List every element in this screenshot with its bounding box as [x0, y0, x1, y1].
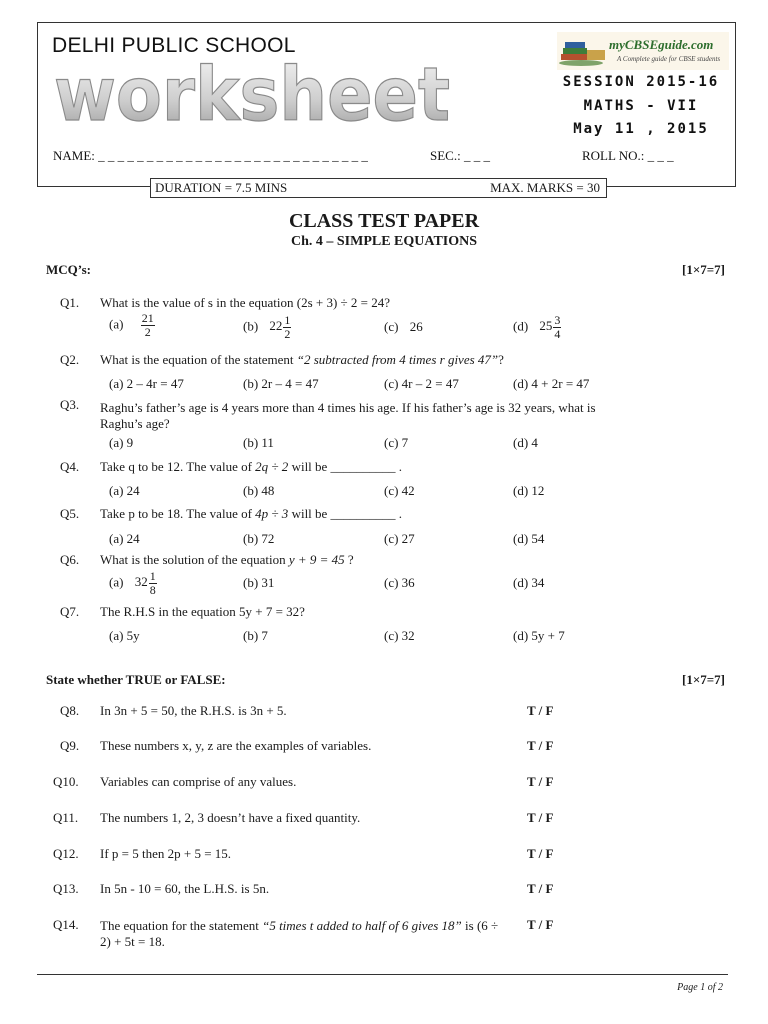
whole-number: 32 [134, 574, 148, 590]
mcq-marks: [1×7=7] [682, 262, 725, 277]
question-number: Q3. [60, 397, 80, 412]
question-number: Q12. [53, 846, 79, 861]
question-text [100, 918, 500, 950]
option-b: (b) 31 [243, 575, 275, 590]
question-number: Q6. [60, 552, 80, 567]
text-emphasis: “5 times t added to half of 6 gives 18” [262, 918, 462, 933]
true-false-answer: T / F [527, 810, 554, 825]
option-a: (a) 24 [109, 531, 140, 546]
text-part: The equation for the statement [100, 918, 263, 933]
true-false-answer: T / F [527, 738, 554, 753]
option-c: (c) 7 [384, 435, 409, 450]
option-a: (a) 9 [109, 435, 134, 450]
footer-divider [37, 974, 728, 975]
numerator: 21 [141, 311, 154, 325]
whole-number: 25 [539, 318, 553, 334]
fraction [553, 314, 561, 341]
question-number: Q8. [60, 703, 80, 718]
numerator: 1 [284, 313, 291, 327]
text-emphasis: “2 subtracted from 4 times r gives 47” [296, 352, 499, 367]
question-text: Raghu’s father’s age is 4 years more than 4 times his age. If his father’s age is 32 years, what is Raghu’s age? [100, 400, 596, 431]
option-a: (a) 5y [109, 628, 140, 643]
option-b: (b) 2r – 4 = 47 [243, 376, 319, 391]
mcq-heading: MCQ’s: [46, 262, 92, 277]
session-label: SESSION 2015-16 [562, 74, 720, 90]
true-false-marks: [1×7=7] [682, 672, 725, 687]
option-d: (d) 5y + 7 [513, 628, 565, 643]
question-number: Q5. [60, 506, 80, 521]
question-number: Q10. [53, 774, 79, 789]
option-d: (d) 4 + 2r = 47 [513, 376, 590, 391]
text-part: Take p to be 18. The value of [100, 506, 256, 521]
true-false-answer: T / F [527, 774, 554, 789]
option-b: (b) 7 [243, 628, 268, 643]
true-false-answer: T / F [527, 846, 554, 861]
text-part: will be __________ . [288, 459, 403, 474]
text-part: What is the equation of the statement [100, 352, 297, 367]
max-marks-label: MAX. MARKS = 30 [490, 180, 600, 195]
question-text [100, 506, 480, 522]
logo-tagline: A Complete guide for CBSE students [617, 55, 721, 63]
question-text [100, 352, 620, 368]
wordmark-text: worksheet [54, 58, 450, 130]
text-part: Take q to be 12. The value of [100, 459, 256, 474]
option-c: (c) 42 [384, 483, 415, 498]
numerator: 3 [554, 313, 561, 327]
denominator: 8 [149, 583, 156, 597]
question-number: Q13. [53, 881, 79, 896]
question-number: Q7. [60, 604, 80, 619]
option-a: (a) 24 [109, 483, 140, 498]
option-d: (d) 34 [513, 575, 545, 590]
school-name: DELHI PUBLIC SCHOOL [52, 34, 296, 57]
option-letter: (a) [109, 574, 124, 590]
text-emphasis: y + 9 = 45 [288, 552, 345, 567]
option-c: (c) 32 [384, 628, 415, 643]
true-false-answer: T / F [527, 917, 554, 932]
option-a: (a) 2 – 4r = 47 [109, 376, 184, 391]
fraction [149, 570, 157, 597]
option-value: 26 [409, 319, 423, 334]
page-number: Page 1 of 2 [677, 982, 723, 993]
date-label: May 11 , 2015 [573, 121, 709, 137]
whole-number: 22 [269, 318, 283, 334]
roll-number-field: ROLL NO.: _ _ _ [582, 148, 674, 163]
true-false-heading: State whether TRUE or FALSE: [46, 672, 226, 687]
option-letter: (d) [513, 318, 529, 334]
duration-marks-box [150, 178, 607, 198]
option-a [109, 312, 155, 339]
question-number: Q11. [53, 810, 79, 825]
subject-label: MATHS - VII [583, 98, 699, 114]
option-c: (c) 4r – 2 = 47 [384, 376, 459, 391]
option-c: (c) 27 [384, 531, 415, 546]
text-part: is (6 ÷ 2) + 5t = 18. [100, 918, 499, 949]
option-b: (b) 72 [243, 531, 275, 546]
question-text: The R.H.S in the equation 5y + 7 = 32? [100, 604, 305, 619]
section-field: SEC.: _ _ _ [430, 148, 490, 163]
true-false-answer: T / F [527, 703, 554, 718]
numerator: 1 [149, 569, 156, 583]
option-c [384, 319, 423, 335]
question-number: Q4. [60, 459, 80, 474]
question-text: In 5n - 10 = 60, the L.H.S. is 5n. [100, 881, 270, 896]
text-part: ? [344, 552, 354, 567]
option-a [109, 570, 157, 597]
option-letter: (a) [109, 316, 124, 332]
text-emphasis: 4p ÷ 3 [255, 506, 289, 521]
denominator: 2 [284, 327, 291, 341]
question-text: Variables can comprise of any values. [100, 774, 297, 789]
paper-title: CLASS TEST PAPER [288, 210, 480, 232]
denominator: 2 [144, 325, 151, 339]
logo-title: myCBSEguide.com [609, 37, 714, 52]
name-field: NAME: _ _ _ _ _ _ _ _ _ _ _ _ _ _ _ _ _ _ _ _ _ _ _ _ _ _ _ _ [53, 148, 368, 163]
mycbseguide-logo [557, 32, 729, 70]
denominator: 4 [554, 327, 561, 341]
option-d: (d) 4 [513, 435, 538, 450]
option-d [513, 314, 561, 341]
text-part: What is the solution of the equation [100, 552, 289, 567]
fraction [283, 314, 291, 341]
question-text [100, 552, 480, 568]
text-emphasis: 2q ÷ 2 [255, 459, 289, 474]
option-letter: (c) [384, 319, 399, 334]
question-text [100, 459, 480, 475]
true-false-answer: T / F [527, 881, 554, 896]
option-b [243, 314, 291, 341]
option-d: (d) 54 [513, 531, 545, 546]
question-number: Q14. [53, 917, 79, 932]
option-b: (b) 48 [243, 483, 275, 498]
text-part: ? [498, 352, 504, 367]
question-text: These numbers x, y, z are the examples of variables. [100, 738, 372, 753]
question-text: If p = 5 then 2p + 5 = 15. [100, 846, 232, 861]
fraction [141, 312, 155, 339]
option-d: (d) 12 [513, 483, 545, 498]
question-number: Q1. [60, 295, 80, 310]
paper-subtitle: Ch. 4 – SIMPLE EQUATIONS [290, 234, 478, 249]
question-number: Q9. [60, 738, 80, 753]
question-text: The numbers 1, 2, 3 doesn’t have a fixed quantity. [100, 810, 361, 825]
question-number: Q2. [60, 352, 80, 367]
option-c: (c) 36 [384, 575, 415, 590]
option-letter: (b) [243, 318, 259, 334]
option-b: (b) 11 [243, 435, 274, 450]
text-part: will be __________ . [288, 506, 403, 521]
duration-label: DURATION = 7.5 MINS [155, 180, 288, 195]
worksheet-wordmark [48, 58, 458, 130]
question-text: What is the value of s in the equation (2s + 3) ÷ 2 = 24? [100, 295, 391, 310]
question-text: In 3n + 5 = 50, the R.H.S. is 3n + 5. [100, 703, 287, 718]
